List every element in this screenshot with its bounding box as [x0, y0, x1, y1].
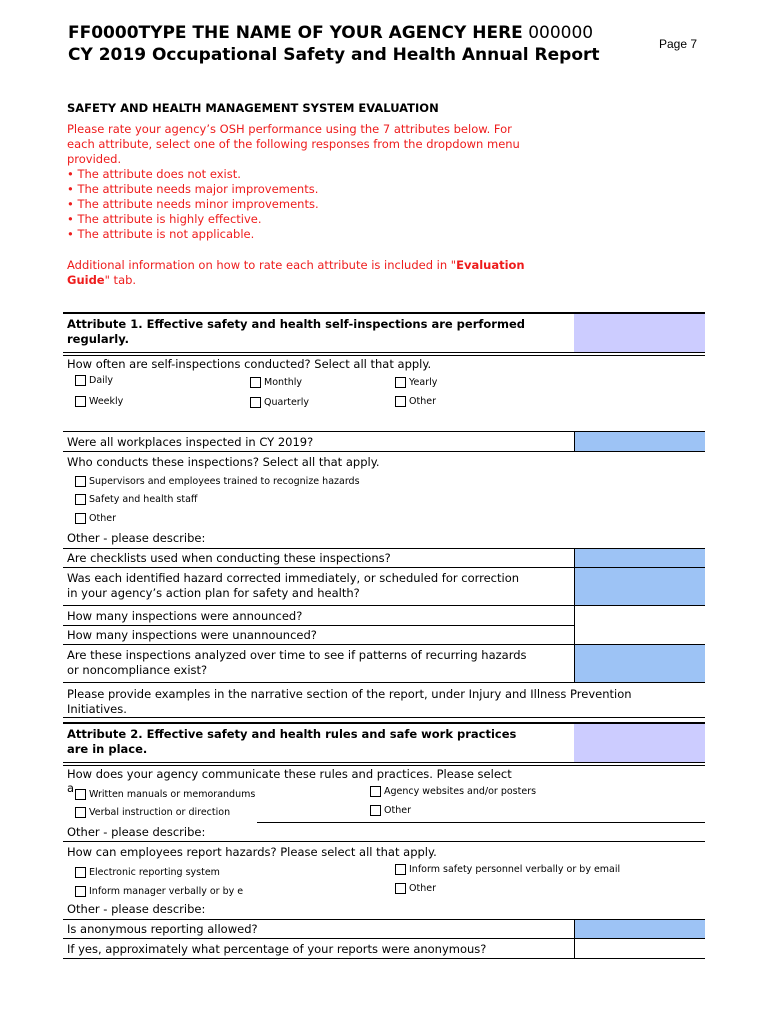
checkbox-inform-safety[interactable] [395, 864, 620, 875]
additional-info [67, 258, 525, 273]
checkbox-icon[interactable] [395, 883, 406, 894]
checkbox-label: Supervisors and employees trained to recognize hazards [89, 476, 360, 487]
question-announced: How many inspections were announced? [67, 609, 303, 623]
question-anonymous: Is anonymous reporting allowed? [67, 922, 258, 936]
question-all-inspected: Were all workplaces inspected in CY 2019? [67, 435, 314, 449]
agency-name-placeholder: FF0000TYPE THE NAME OF YOUR AGENCY HERE [68, 23, 523, 43]
divider [574, 548, 575, 682]
agency-code: 000000 [528, 23, 594, 43]
divider [63, 841, 705, 842]
instruction-bullet: • The attribute is not applicable. [67, 227, 255, 241]
checkbox-label: Other [89, 513, 116, 524]
question-frequency: How often are self-inspections conducted? Select all that apply. [67, 357, 432, 371]
question-report-hazards: How can employees report hazards? Please select all that apply. [67, 845, 437, 859]
attribute-1-rating-dropdown[interactable] [574, 314, 705, 352]
question-who-conducts: Who conducts these inspections? Select all that apply. [67, 455, 380, 469]
instruction-bullet: • The attribute needs minor improvements. [67, 197, 319, 211]
divider [63, 765, 705, 766]
additional-info-cont [67, 273, 136, 288]
attribute-1-title-cont: regularly. [67, 332, 130, 346]
instruction-bullet: • The attribute does not exist. [67, 167, 241, 181]
attribute-2-rating-dropdown[interactable] [574, 724, 705, 762]
checkbox-label: Quarterly [264, 397, 309, 408]
instruction-line: provided. [67, 152, 122, 166]
question-corrected-cont: in your agency’s action plan for safety and health? [67, 586, 360, 600]
checkbox-other[interactable] [395, 396, 436, 407]
checkbox-icon[interactable] [75, 494, 86, 505]
checkbox-label: Verbal instruction or direction [89, 807, 231, 818]
report-subtitle: CY 2019 Occupational Safety and Health Annual Report [68, 45, 600, 65]
checkbox-comm-other[interactable] [370, 805, 411, 816]
evaluation-link: Evaluation [456, 258, 525, 272]
answer-dropdown-all-inspected[interactable] [575, 432, 705, 451]
checkbox-agency-websites[interactable] [370, 786, 536, 797]
divider [63, 938, 705, 939]
checkbox-monthly[interactable] [250, 377, 302, 388]
instruction-line: Please rate your agency’s OSH performance using the 7 attributes below. For [67, 122, 512, 136]
checkbox-icon[interactable] [250, 377, 261, 388]
checkbox-written-manuals[interactable] [75, 789, 255, 800]
divider [574, 919, 575, 958]
divider [63, 717, 705, 718]
divider [63, 682, 705, 683]
attribute-1-title: Attribute 1. Effective safety and health self-inspections are performed [67, 317, 525, 331]
checkbox-icon[interactable] [75, 396, 86, 407]
divider [63, 762, 705, 763]
checkbox-inform-manager[interactable] [75, 886, 255, 897]
checkbox-icon[interactable] [75, 375, 86, 386]
checkbox-icon[interactable] [75, 807, 86, 818]
checkbox-icon[interactable] [250, 397, 261, 408]
checkbox-label: Written manuals or memorandums [89, 789, 256, 800]
checkbox-label: Daily [89, 375, 114, 386]
other-describe-label: Other - please describe: [67, 531, 206, 545]
section-title: SAFETY AND HEALTH MANAGEMENT SYSTEM EVALUATION [67, 101, 439, 115]
answer-dropdown-checklists[interactable] [575, 549, 705, 567]
checkbox-verbal-instruction[interactable] [75, 807, 230, 818]
checkbox-yearly[interactable] [395, 377, 437, 388]
checkbox-report-other[interactable] [395, 883, 436, 894]
checkbox-electronic-reporting[interactable] [75, 867, 220, 878]
checkbox-quarterly[interactable] [250, 397, 309, 408]
checkbox-label: Inform safety personnel verbally or by email [409, 864, 621, 875]
additional-suffix: " tab. [104, 273, 137, 287]
checkbox-label: Weekly [89, 396, 124, 407]
checkbox-label: Electronic reporting system [89, 867, 220, 878]
other-describe-label-3: Other - please describe: [67, 902, 206, 916]
checkbox-icon[interactable] [75, 886, 86, 897]
question-percent-anonymous: If yes, approximately what percentage of your reports were anonymous? [67, 942, 487, 956]
checkbox-daily[interactable] [75, 375, 113, 386]
checkbox-icon[interactable] [75, 789, 86, 800]
question-analyzed: Are these inspections analyzed over time to see if patterns of recurring hazards [67, 648, 527, 662]
instruction-bullet: • The attribute is highly effective. [67, 212, 262, 226]
question-communicate: How does your agency communicate these rules and practices. Please select [67, 767, 512, 781]
agency-title [68, 22, 593, 44]
answer-dropdown-corrected[interactable] [575, 568, 705, 605]
checkbox-label: Other [409, 396, 436, 407]
checkbox-icon[interactable] [395, 396, 406, 407]
examples-note: Please provide examples in the narrative section of the report, under Injury and Illness Prevention [67, 687, 632, 701]
checkbox-weekly[interactable] [75, 396, 123, 407]
instruction-bullet: • The attribute needs major improvements. [67, 182, 319, 196]
attribute-2-title-cont: are in place. [67, 742, 148, 756]
checkbox-icon[interactable] [75, 513, 86, 524]
answer-dropdown-analyzed[interactable] [575, 645, 705, 682]
question-unannounced: How many inspections were unannounced? [67, 628, 317, 642]
checkbox-label: Inform manager verbally or by e [89, 886, 244, 897]
divider [63, 605, 705, 606]
checkbox-label: Monthly [264, 377, 303, 388]
instruction-line: each attribute, select one of the following responses from the dropdown menu [67, 137, 520, 151]
divider [63, 958, 705, 959]
question-communicate-clipped: a [67, 781, 75, 795]
checkbox-supervisors[interactable] [75, 476, 360, 487]
checkbox-icon[interactable] [75, 867, 86, 878]
question-checklists: Are checklists used when conducting these inspections? [67, 551, 391, 565]
checkbox-label: Yearly [409, 377, 438, 388]
question-analyzed-cont: or noncompliance exist? [67, 663, 208, 677]
additional-prefix: Additional information on how to rate each attribute is included in " [67, 258, 457, 272]
divider [63, 451, 705, 452]
checkbox-label: Other [384, 805, 411, 816]
guide-link: Guide [67, 273, 105, 287]
divider [574, 431, 575, 451]
checkbox-icon[interactable] [370, 805, 381, 816]
attribute-2-title: Attribute 2. Effective safety and health rules and safe work practices [67, 727, 517, 741]
answer-dropdown-anonymous[interactable] [575, 920, 705, 938]
divider [63, 625, 575, 626]
checkbox-icon[interactable] [395, 864, 406, 875]
checkbox-label: Safety and health staff [89, 494, 198, 505]
other-describe-label-2: Other - please describe: [67, 825, 206, 839]
divider [63, 352, 705, 353]
checkbox-label: Agency websites and/or posters [384, 786, 537, 797]
examples-note-cont: Initiatives. [67, 702, 127, 716]
checkbox-icon[interactable] [370, 786, 381, 797]
checkbox-who-other[interactable] [75, 513, 116, 524]
checkbox-safety-staff[interactable] [75, 494, 197, 505]
question-corrected: Was each identified hazard corrected immediately, or scheduled for correction [67, 571, 520, 585]
divider [257, 822, 705, 823]
checkbox-icon[interactable] [75, 476, 86, 487]
checkbox-icon[interactable] [395, 377, 406, 388]
divider [63, 355, 705, 356]
page-number: Page 7 [659, 37, 698, 51]
checkbox-label: Other [409, 883, 436, 894]
